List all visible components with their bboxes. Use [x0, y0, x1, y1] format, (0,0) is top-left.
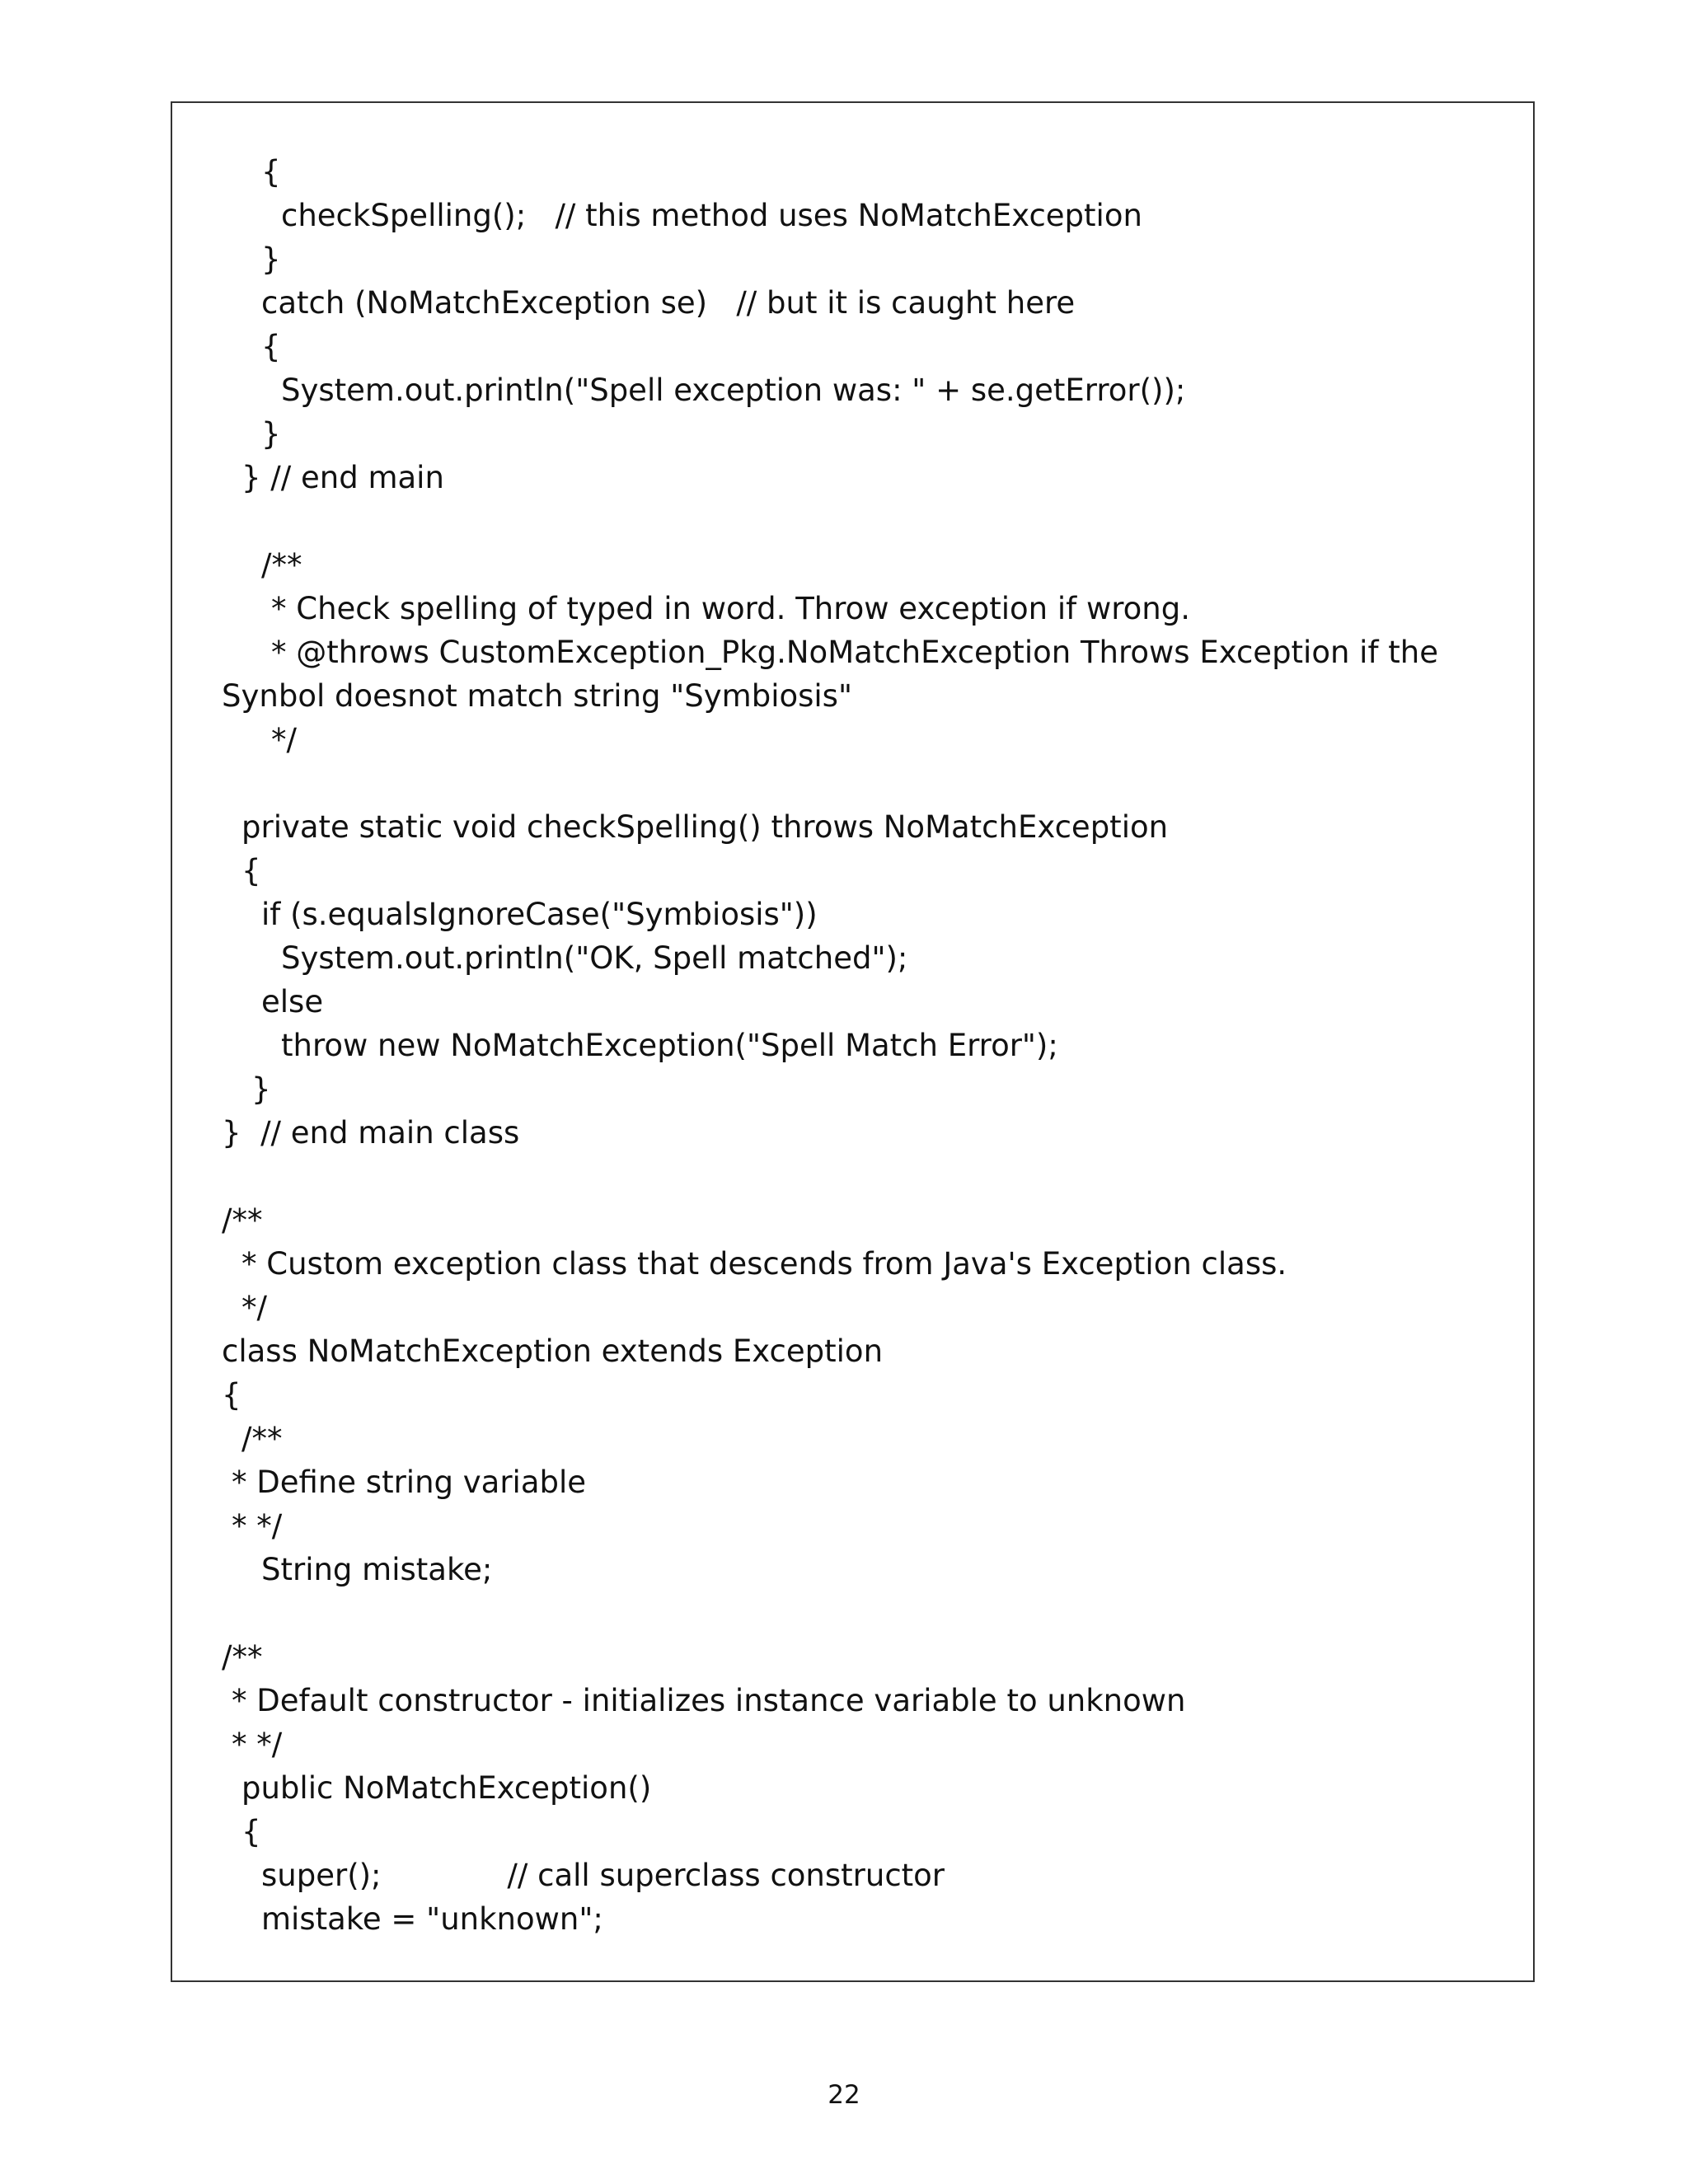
code-listing: [172, 103, 1533, 1980]
code-line: /**: [261, 547, 302, 583]
code-line: /**: [222, 1202, 263, 1238]
code-line: private static void checkSpelling() throws NoMatchException: [241, 809, 1169, 845]
code-line: {: [261, 154, 281, 190]
code-line: System.out.println("Spell exception was: " + se.getError());: [281, 373, 1186, 408]
code-line: class NoMatchException extends Exception: [222, 1333, 884, 1369]
code-line: if (s.equalsIgnoreCase("Symbiosis")): [261, 897, 818, 932]
code-line: * Check spelling of typed in word. Throw exception if wrong.: [271, 591, 1190, 626]
code-listing-box: [171, 101, 1535, 1982]
code-line: } // end main: [241, 460, 444, 495]
code-line: /**: [222, 1639, 263, 1675]
code-line: * Define string variable: [232, 1465, 587, 1500]
code-line: /**: [241, 1421, 283, 1456]
code-line: {: [222, 1377, 241, 1413]
code-line: catch (NoMatchException se) // but it is caught here: [261, 285, 1076, 321]
code-line: * */: [232, 1727, 283, 1762]
code-line: String mistake;: [261, 1552, 493, 1587]
code-line: * */: [232, 1508, 283, 1544]
code-line: {: [261, 329, 281, 364]
code-line: mistake = "unknown";: [261, 1901, 603, 1937]
page-number: 22: [828, 2080, 860, 2110]
code-line: } // end main class: [222, 1115, 520, 1151]
code-line: }: [251, 1071, 271, 1107]
code-line: }: [261, 416, 281, 452]
code-line: {: [241, 853, 261, 888]
code-line: else: [261, 984, 324, 1019]
code-line: checkSpelling(); // this method uses NoMatchException: [281, 198, 1142, 233]
code-line: * Default constructor - initializes instance variable to unknown: [232, 1683, 1186, 1718]
code-line: * @throws CustomException_Pkg.NoMatchException Throws Exception if the: [271, 635, 1438, 670]
code-line: System.out.println("OK, Spell matched");: [281, 940, 908, 976]
code-line: super(); // call superclass constructor: [261, 1858, 945, 1893]
code-line: {: [241, 1814, 261, 1849]
code-line: */: [271, 722, 297, 757]
code-line: */: [241, 1290, 267, 1325]
code-line: }: [261, 241, 281, 277]
code-line: Synbol doesnot match string "Symbiosis": [222, 678, 852, 714]
code-line: throw new NoMatchException("Spell Match Error");: [281, 1028, 1058, 1063]
code-line: public NoMatchException(): [241, 1770, 652, 1806]
code-line: * Custom exception class that descends from Java's Exception class.: [241, 1246, 1287, 1282]
